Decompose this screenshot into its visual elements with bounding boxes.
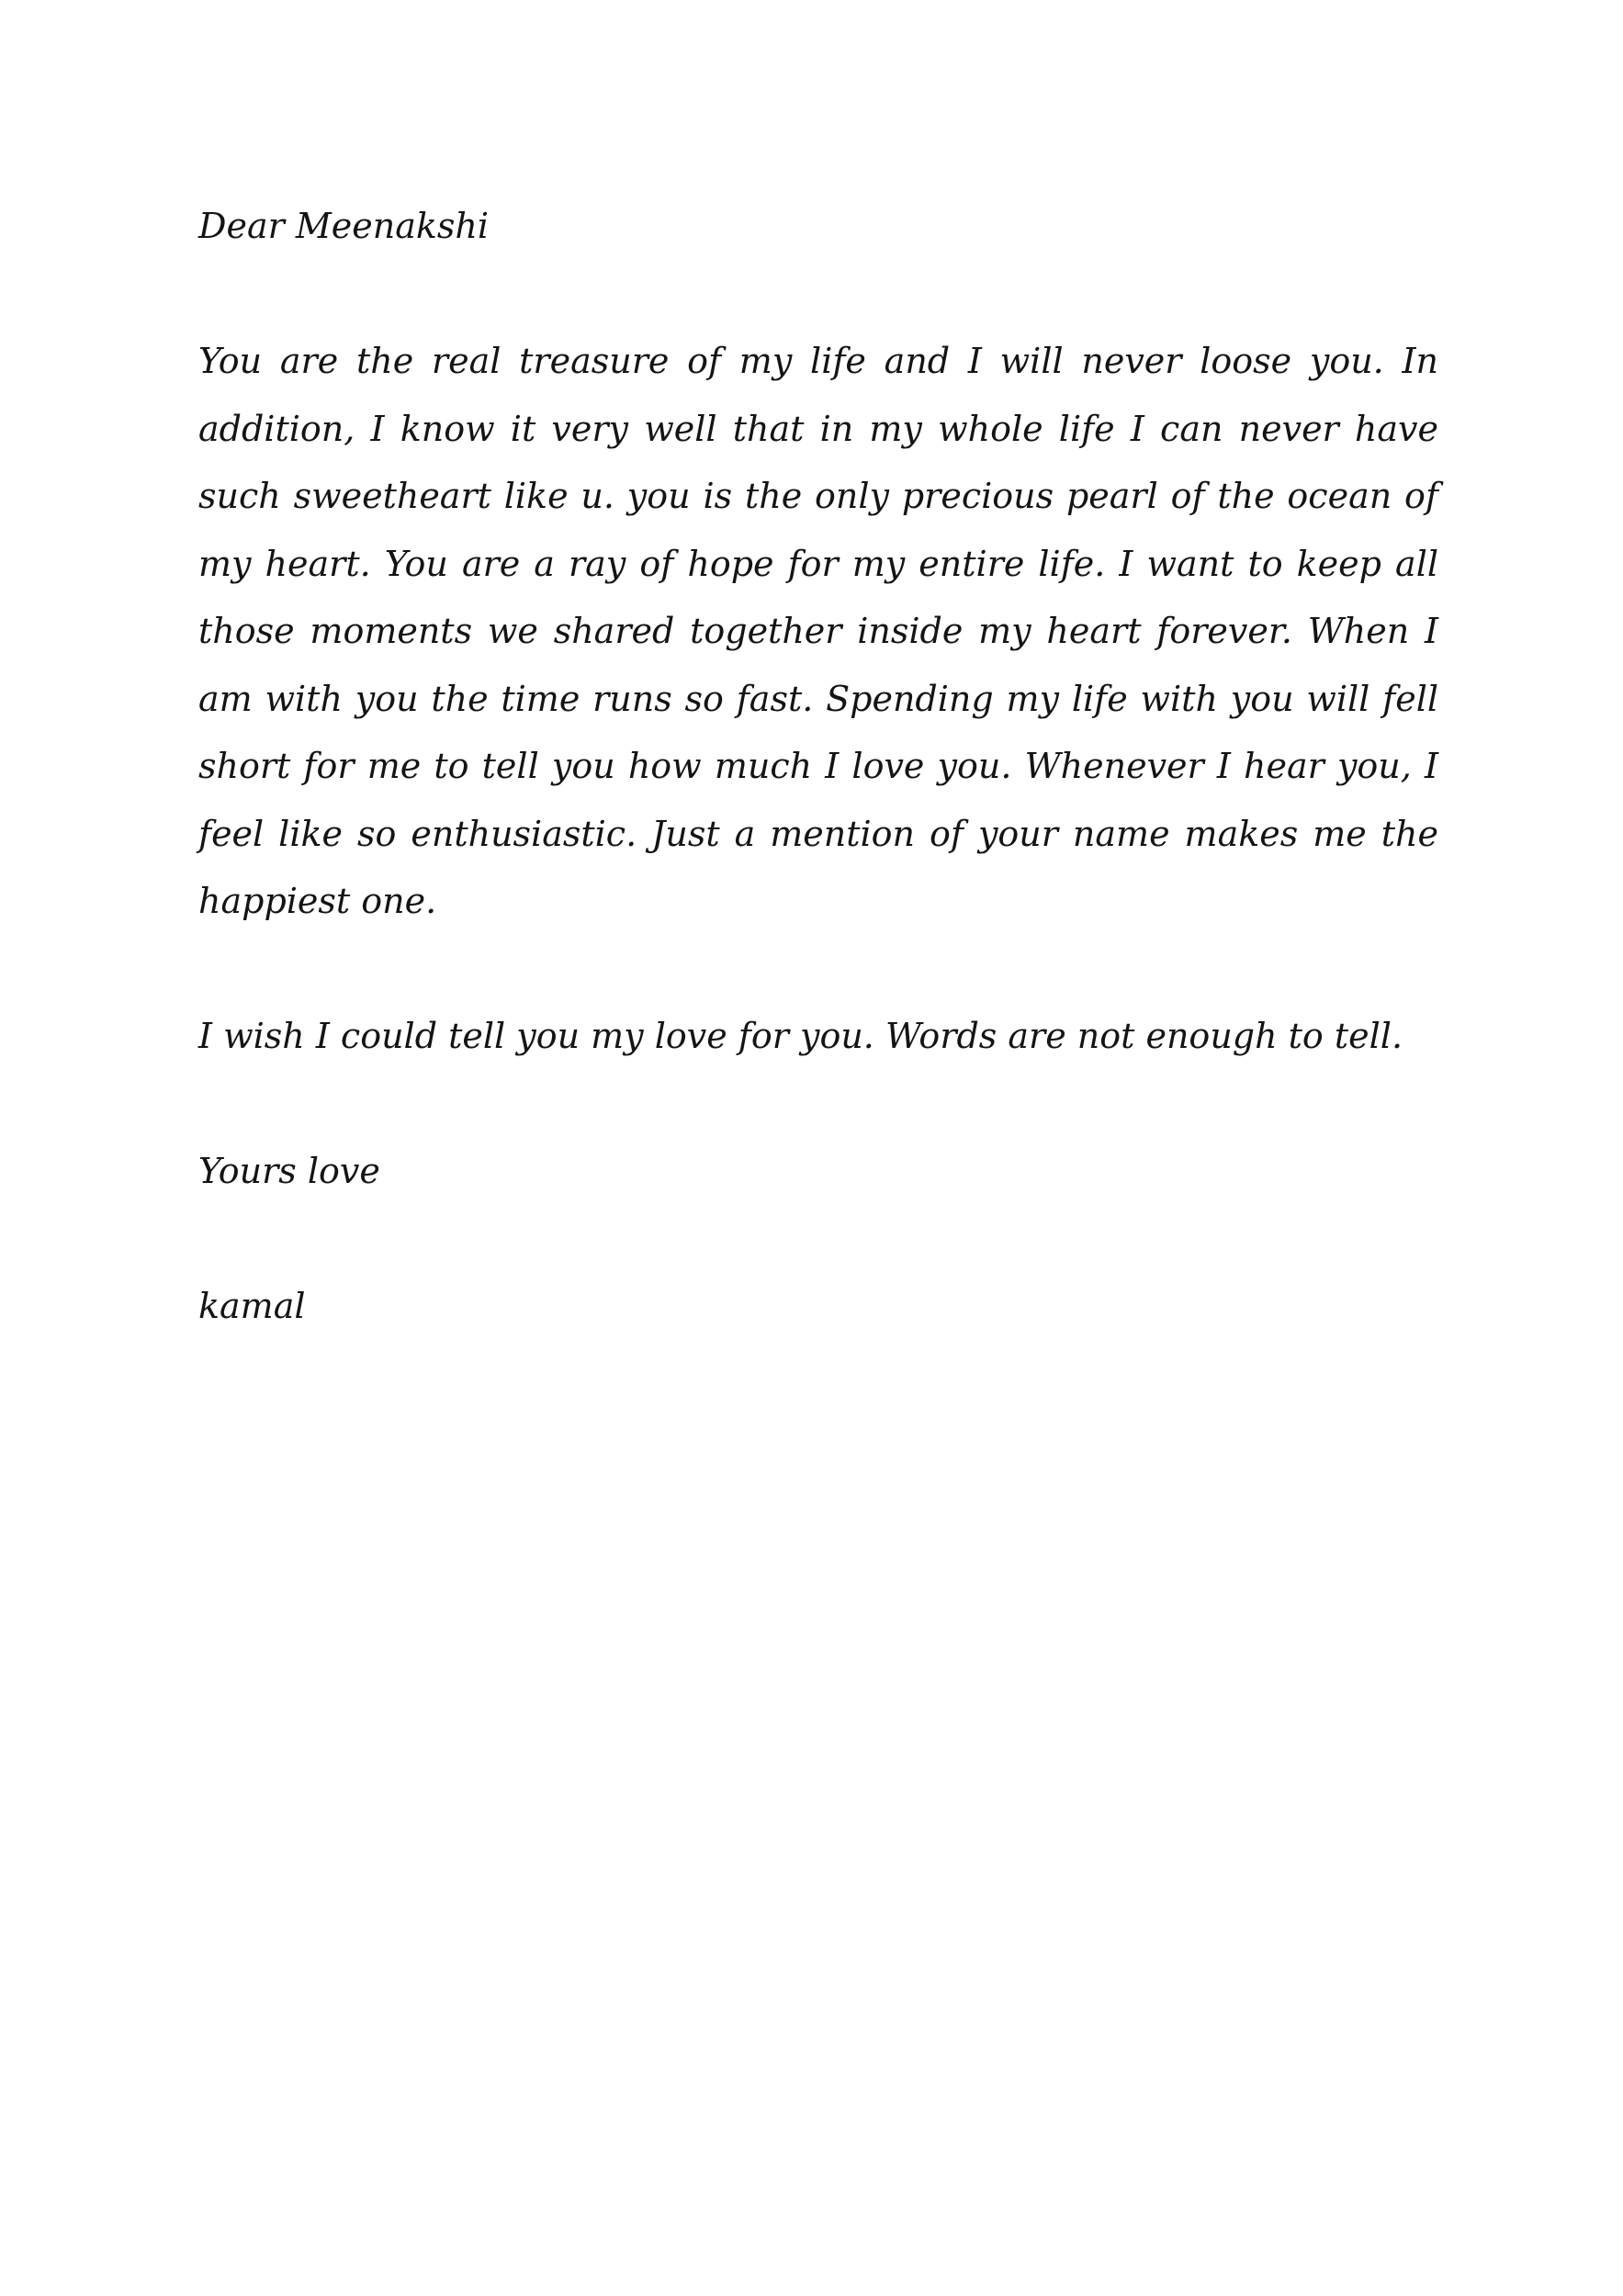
signature: kamal [198, 1286, 306, 1326]
letter-body [198, 193, 1438, 1341]
salutation: Dear Meenakshi [198, 206, 490, 246]
paragraph-wish: I wish I could tell you my love for you. Words are not enough to tell. [198, 1016, 1403, 1056]
paragraph-main: You are the real treasure of my life and I will never loose you. In addition, I know it very well that in my whole life I can never have such sweetheart like u. you is the only precious pearl of the ocean of my heart. You are a ray of hope for my entire life. I want to keep all those moments we shared together inside my heart forever. When I am with you the time runs so fast. Spending my life with you will fell short for me to tell you how much I love you. Whenever I hear you, I feel like so enthusiastic. Just a mention of your name makes me the happiest one. [198, 341, 1438, 921]
closing: Yours love [198, 1151, 380, 1191]
